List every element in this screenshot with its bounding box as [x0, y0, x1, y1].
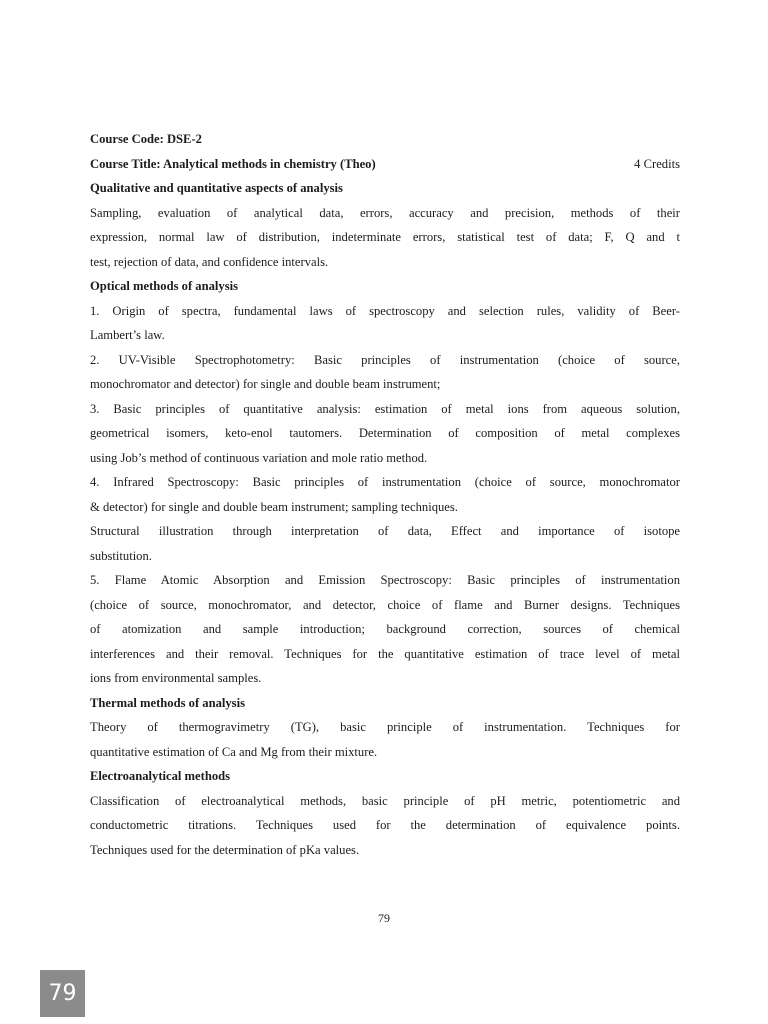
qualitative-line: expression, normal law of distribution, indeterminate errors, statistical test of data; F, Q and t [90, 230, 680, 244]
optical-line: (choice of source, monochromator, and detector, choice of flame and Burner designs. Techniques [90, 597, 680, 612]
optical-line: substitution. [90, 548, 152, 563]
optical-line: geometrical isomers, keto-enol tautomers. Determination of composition of metal complexes [90, 426, 680, 440]
page-body [90, 127, 680, 862]
optical-line: using Job’s method of continuous variation and mole ratio method. [90, 450, 428, 465]
optical-line: monochromator and detector) for single and double beam instrument; [90, 377, 441, 391]
electro-line: Classification of electroanalytical methods, basic principle of pH metric, potentiometric and [90, 793, 680, 808]
course-title: Course Title: Analytical methods in chemistry (Theo) [90, 156, 376, 171]
optical-line: Structural illustration through interpretation of data, Effect and importance of isotope [90, 524, 680, 538]
heading-optical: Optical methods of analysis [90, 279, 238, 293]
optical-line: Lambert’s law. [90, 328, 165, 342]
course-title-row [90, 152, 680, 177]
heading-qualitative: Qualitative and quantitative aspects of analysis [90, 181, 343, 195]
page-badge: 79 [40, 970, 85, 1017]
qualitative-line: Sampling, evaluation of analytical data, errors, accuracy and precision, methods of their [90, 205, 680, 220]
electro-line: Techniques used for the determination of pKa values. [90, 842, 360, 857]
optical-line: 4. Infrared Spectroscopy: Basic principles of instrumentation (choice of source, monochromator [90, 475, 680, 489]
optical-line: 5. Flame Atomic Absorption and Emission Spectroscopy: Basic principles of instrumentation [90, 573, 680, 587]
heading-electro: Electroanalytical methods [90, 769, 231, 783]
page-number: 79 [378, 911, 390, 925]
course-code: Course Code: DSE-2 [90, 132, 202, 146]
optical-line: interferences and their removal. Techniques for the quantitative estimation of trace level of metal [90, 646, 680, 661]
optical-line: 2. UV-Visible Spectrophotometry: Basic principles of instrumentation (choice of source, [90, 352, 680, 367]
course-credits: 4 Credits [634, 156, 680, 171]
electro-line: conductometric titrations. Techniques used for the determination of equivalence points. [90, 818, 680, 832]
optical-line: 3. Basic principles of quantitative analysis: estimation of metal ions from aqueous solution, [90, 401, 680, 416]
optical-line: ions from environmental samples. [90, 671, 262, 685]
optical-line: 1. Origin of spectra, fundamental laws of spectroscopy and selection rules, validity of Beer- [90, 303, 680, 318]
optical-line: of atomization and sample introduction; background correction, sources of chemical [90, 622, 680, 636]
optical-line: & detector) for single and double beam instrument; sampling techniques. [90, 499, 458, 514]
qualitative-line: test, rejection of data, and confidence intervals. [90, 254, 329, 269]
thermal-line: quantitative estimation of Ca and Mg from their mixture. [90, 744, 378, 759]
heading-thermal: Thermal methods of analysis [90, 695, 245, 710]
thermal-line: Theory of thermogravimetry (TG), basic principle of instrumentation. Techniques for [90, 720, 680, 734]
